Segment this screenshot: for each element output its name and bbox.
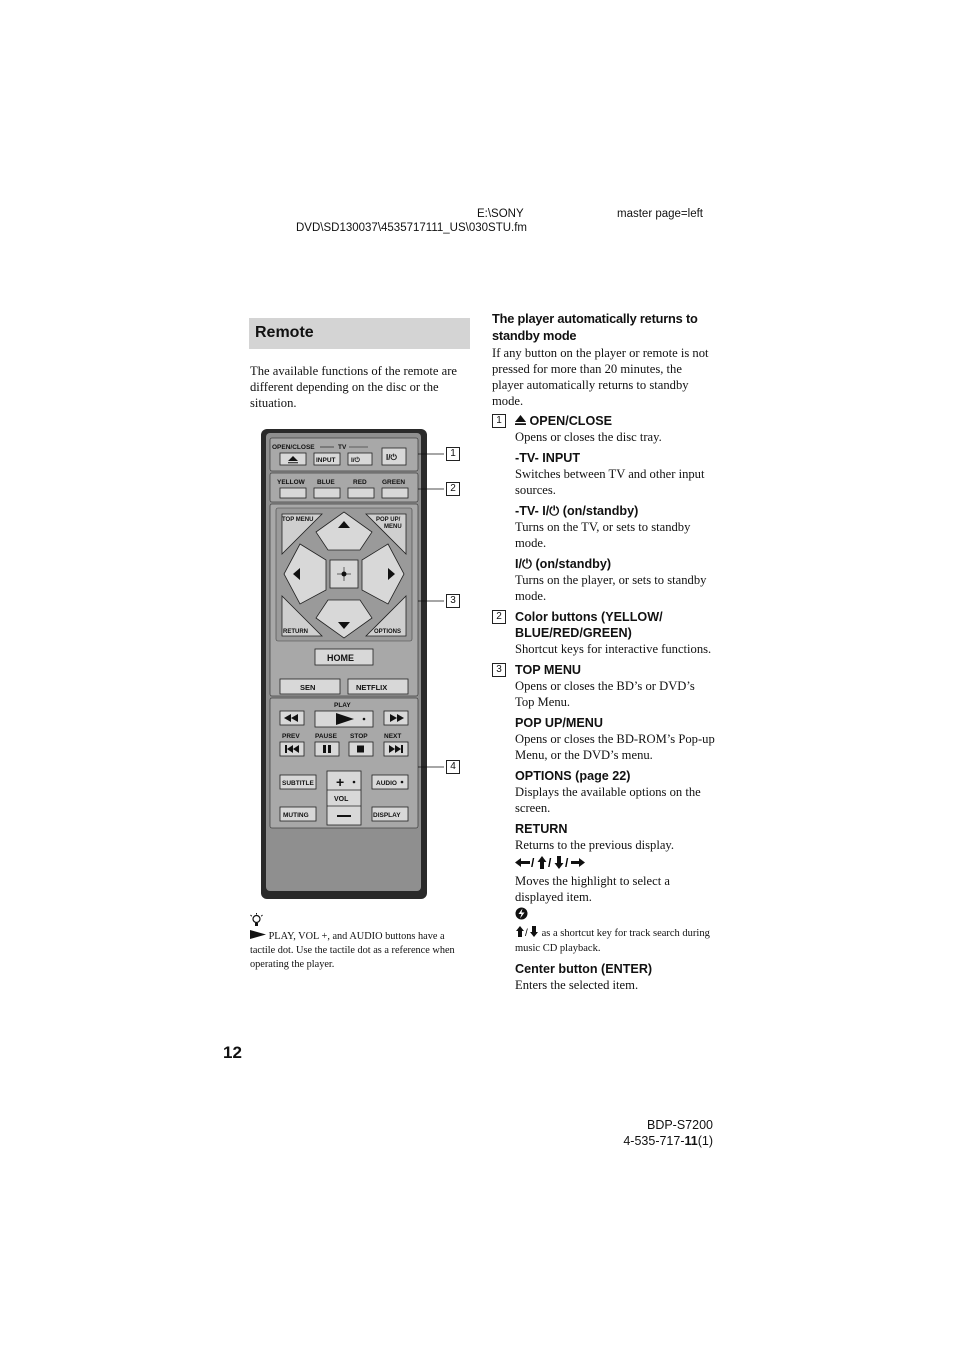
part-number-bold: 11 — [684, 1134, 698, 1148]
standby-text: If any button on the player or remote is not pressed for more than 20 minutes, the player automatically returns to standby mode. — [492, 346, 709, 408]
hint-text: as a shortcut key for track search during music CD playback. — [515, 928, 710, 954]
stop-icon — [357, 746, 364, 753]
item-1 — [492, 413, 716, 604]
power-icon: I/⏻ — [542, 504, 560, 518]
remote-label-top-menu: TOP MENU — [282, 517, 314, 523]
remote-label-tv-power: I/⏻ — [351, 457, 360, 464]
svg-text:/: / — [548, 856, 552, 869]
tv-power-prefix: -TV- — [515, 504, 539, 518]
options-title: OPTIONS (page 22) — [515, 769, 631, 783]
right-column — [492, 310, 716, 993]
callout-1: 1 — [446, 447, 460, 461]
intro-paragraph: The available functions of the remote are different depending on the disc or the situation. — [250, 364, 458, 410]
color-buttons-title: Color buttons (YELLOW/ BLUE/RED/GREEN) — [515, 610, 663, 640]
remote-label-stop: STOP — [350, 733, 368, 740]
vol-minus-icon — [337, 815, 351, 817]
return-desc: Returns to the previous display. — [515, 838, 675, 852]
file-path-line1: E:\SONY — [477, 208, 524, 220]
hint-text-row — [492, 926, 716, 956]
remote-label-yellow: YELLOW — [277, 479, 305, 486]
up-down-arrows-icon — [515, 926, 539, 937]
pop-up-desc: Opens or closes the BD-ROM’s Pop-up Menu, or the DVD’s menu. — [515, 732, 715, 762]
remote-label-open-close: OPEN/CLOSE — [272, 444, 315, 451]
open-close-title: OPEN/CLOSE — [529, 414, 613, 428]
svg-text:/: / — [565, 856, 569, 869]
item-1-number: 1 — [492, 414, 506, 428]
hint-icon-row — [492, 907, 716, 925]
remote-label-tv: TV — [338, 444, 347, 451]
color-buttons-desc: Shortcut keys for interactive functions. — [515, 642, 712, 656]
remote-label-sen: SEN — [300, 683, 316, 692]
item-2 — [492, 609, 716, 657]
svg-text:/: / — [525, 928, 528, 937]
tip-text — [250, 930, 472, 972]
vol-plus-icon: + — [336, 774, 345, 790]
pop-up-title: POP UP/MENU — [515, 716, 603, 730]
page-number: 12 — [223, 1043, 242, 1062]
remote-label-vol: VOL — [334, 796, 349, 803]
remote-label-prev: PREV — [282, 733, 300, 740]
tv-power-suffix: (on/standby) — [562, 504, 639, 518]
remote-label-audio: AUDIO — [376, 780, 397, 787]
remote-label-return: RETURN — [283, 629, 308, 635]
part-number-suffix: (1) — [697, 1134, 713, 1148]
power-icon: I/⏻ — [515, 557, 532, 571]
master-page-label: master page=left — [617, 208, 703, 220]
enter-title: Center button (ENTER) — [515, 962, 653, 976]
model-number: BDP-S7200 — [646, 1118, 713, 1132]
power-desc: Turns on the player, or sets to standby mode. — [515, 573, 707, 603]
svg-text:/: / — [531, 856, 535, 869]
footer — [560, 1117, 713, 1149]
tv-input-desc: Switches between TV and other input sources. — [515, 467, 705, 497]
standby-heading: The player automatically returns to standby mode — [492, 311, 698, 343]
tv-power-heading — [492, 503, 716, 519]
remote-label-next: NEXT — [384, 733, 402, 740]
remote-label-green: GREEN — [382, 479, 406, 486]
enter-desc: Enters the selected item. — [515, 978, 639, 992]
remote-label-pop-up-1: POP UP/ — [376, 517, 401, 523]
remote-label-red: RED — [353, 479, 367, 486]
remote-label-play: PLAY — [334, 702, 351, 709]
callout-4: 4 — [446, 760, 460, 774]
arrow-keys-icon — [515, 856, 585, 869]
part-number-prefix: 4-535-717- — [623, 1134, 685, 1148]
item-3 — [492, 662, 716, 993]
item-3-number: 3 — [492, 663, 506, 677]
file-path-line2: DVD\SD130037\4535717111_US\030STU.fm — [296, 222, 527, 234]
return-title: RETURN — [515, 822, 568, 836]
power-heading — [492, 556, 716, 572]
remote-label-blue: BLUE — [317, 479, 335, 486]
lightbulb-icon — [250, 913, 263, 927]
tv-power-desc: Turns on the TV, or sets to standby mode. — [515, 520, 691, 550]
remote-label-input: INPUT — [316, 457, 336, 464]
section-title: Remote — [255, 324, 314, 341]
item-2-number: 2 — [492, 610, 506, 624]
open-close-heading — [492, 413, 716, 429]
power-suffix: (on/standby) — [535, 557, 612, 571]
remote-label-display: DISPLAY — [373, 812, 401, 819]
callout-2: 2 — [446, 482, 460, 496]
tip-text-body: PLAY, VOL +, and AUDIO buttons have a tactile dot. Use the tactile dot as a reference when operating the player. — [250, 931, 455, 970]
top-menu-desc: Opens or closes the BD’s or DVD’s Top Menu. — [515, 679, 695, 709]
top-menu-title: TOP MENU — [515, 663, 582, 677]
open-close-desc: Opens or closes the disc tray. — [515, 430, 662, 444]
options-desc: Displays the available options on the screen. — [515, 785, 701, 815]
remote-label-home: HOME — [327, 653, 354, 663]
remote-label-pop-up-2: MENU — [384, 524, 402, 530]
callout-3: 3 — [446, 594, 460, 608]
eject-icon — [515, 415, 526, 425]
arrow-keys-desc: Moves the highlight to select a displayed item. — [515, 874, 670, 904]
arrow-keys-heading — [492, 856, 716, 873]
play-icon — [250, 930, 266, 939]
remote-label-options: OPTIONS — [374, 629, 402, 635]
file-path — [477, 207, 524, 222]
remote-label-netflix: NETFLIX — [356, 683, 388, 692]
remote-label-pause: PAUSE — [315, 733, 337, 740]
hint-icon — [515, 907, 528, 920]
part-number — [560, 1133, 713, 1149]
remote-label-subtitle: SUBTITLE — [282, 780, 314, 787]
remote-illustration — [260, 428, 428, 900]
tv-input-title: -TV- INPUT — [515, 451, 581, 465]
remote-label-power: I/⏻ — [386, 453, 397, 462]
remote-label-muting: MUTING — [283, 812, 309, 819]
